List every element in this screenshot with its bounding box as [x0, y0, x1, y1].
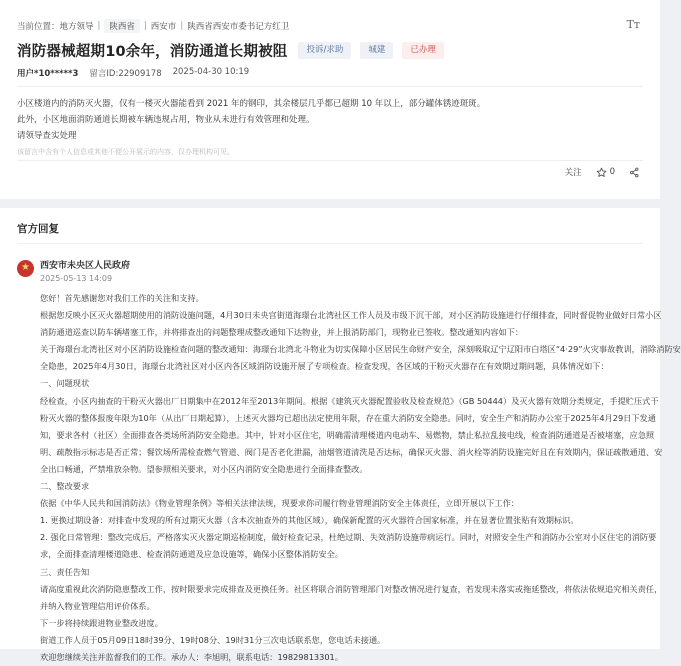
font-size-icon[interactable]: Tт — [626, 18, 640, 31]
share-icon — [629, 167, 640, 178]
reply-line: 欢迎您继续关注并监督我们的工作。承办人：李旭明，联系电话：19829813301。 — [40, 651, 343, 662]
reply-line: 街道工作人员于05月09日18时39分、19时08分、19时31分三次电话联系您，您电话未接通。 — [40, 634, 386, 645]
message-id: 留言ID:22909178 — [89, 69, 162, 79]
tag-category: 投诉/求助 — [298, 42, 351, 59]
message-body-line: 小区楼道内的消防灭火器，仅有一楼灭火器能看到 2021 年的钢印，其余楼层几乎都已超期 10 年以上，部分罐体锈迹斑斑。 — [17, 99, 486, 109]
message-body — [17, 96, 640, 144]
breadcrumb-item-leaders[interactable]: 地方领导 — [59, 22, 94, 32]
message-title: 消防器械超期10余年，消防通道长期被阻 — [17, 44, 288, 60]
message-user: 用户*10*****3 — [17, 69, 79, 79]
reply-line: 二、整改要求 — [40, 481, 90, 492]
message-datetime: 2025-04-30 10:19 — [172, 67, 250, 77]
reply-line: 三、责任告知 — [40, 566, 90, 577]
breadcrumb-separator: | — [180, 21, 184, 31]
government-emblem-icon — [17, 260, 34, 277]
reply-line: 根据您反映小区灭火器超期使用的消防设施问题，4月30日未央宫街道海璟台北湾社区工作人员及市级下沉干部，对小区消防设施进行仔细排查，同时督促物业做好日常小区 — [40, 310, 662, 321]
message-meta — [17, 67, 249, 79]
reply-body — [40, 290, 681, 666]
reply-org-time: 2025-05-13 14:09 — [40, 274, 113, 283]
star-button[interactable] — [596, 167, 615, 178]
breadcrumb-item-province[interactable]: 陕西省 — [104, 19, 140, 33]
reply-org — [17, 258, 130, 283]
reply-line: 请高度重视此次消防隐患整改工作，按时限要求完成排查及更换任务。社区将联合消防管理部门对整改情况进行复查，若发现未落实或拖延整改，将依法依规追究相关责任， — [40, 583, 663, 594]
reply-line: 依据《中华人民共和国消防法》《物业管理条例》等相关法律法规，现要求你司履行物业管理消防安全主体责任，立即开展以下工作： — [40, 498, 519, 509]
reply-line: 一、问题现状 — [40, 378, 90, 389]
reply-line: 2. 强化日常管理：整改完成后，严格落实灭火器定期巡检制度，做好检查记录，杜绝过期、失效消防设施带病运行。同时，对照安全生产和消防办公室对小区住宅的消防要 — [40, 532, 657, 543]
title-row — [17, 40, 444, 61]
breadcrumb-item-leader[interactable]: 陕西省西安市委书记方红卫 — [187, 22, 290, 32]
breadcrumb-label: 当前位置： — [17, 22, 60, 32]
reply-line: 经检查，小区内抽查的干粉灭火器出厂日期集中在2012年至2013年期间。根据《建筑灭火器配置验收及检查规范》（GB 50444）及灭火器有效期分类规定，手提贮压式干 — [40, 395, 659, 406]
official-reply-card — [0, 208, 681, 662]
reply-org-name: 西安市未央区人民政府 — [40, 261, 131, 271]
reply-line: 关于海璟台北湾社区对小区消防设施检查问题的整改通知：海璟台北湾北斗物业为切实保障小区居民生命财产安全，深刻吸取辽宁辽阳市白塔区“4·29”火灾事故教训，消除消防安 — [40, 344, 681, 355]
privacy-notice: 该留言中含有个人信息或其他不便公开展示的内容，仅办理机构可见。 — [17, 148, 234, 156]
tag-field: 城建 — [360, 42, 393, 59]
star-count: 0 — [609, 167, 615, 177]
message-actions — [565, 166, 640, 178]
breadcrumb-item-city[interactable]: 西安市 — [150, 22, 177, 32]
message-body-line: 此外，小区地面消防通道长期被车辆违规占用，物业从未进行有效管理和处理。 — [17, 115, 315, 125]
reply-line: 粉灭火器的整体报废年限为10年（从出厂日期起算），上述灭火器均已超出法定使用年限，存在重大消防安全隐患。同时，安全生产和消防办公室于2025年4月29日下发通 — [40, 412, 656, 423]
divider — [17, 243, 643, 244]
star-icon — [596, 167, 607, 178]
reply-line: 1. 更换过期设备：对排查中发现的所有过期灭火器（含本次抽查外的其他区域），确保新配置的灭火器符合国家标准，并在显著位置张贴有效期标识。 — [40, 515, 579, 526]
reply-line: 并纳入物业管理信用评价体系。 — [40, 600, 155, 611]
follow-button[interactable]: 关注 — [564, 168, 582, 178]
reply-line: 消防通道巡查以防车辆堵塞工作，并将排查出的问题整理成整改通知下达物业，并上报消防部门，现物业已签收。整改通知内容如下： — [40, 327, 524, 338]
status-badge: 已办理 — [402, 42, 444, 59]
reply-line: 全出口畅通，严禁堆放杂物。望参照相关要求，对小区内消防安全隐患进行全面排查整改。 — [40, 463, 368, 474]
share-button[interactable] — [629, 167, 640, 178]
reply-line: 全隐患，2025年4月30日，海璟台北湾社区对小区内各区域消防设施开展了专项检查。检查发现，各区域的干粉灭火器存在有效期过期问题，具体情况如下： — [40, 361, 609, 372]
reply-line: 知，要求各村（社区）全面排查各类场所消防安全隐患。其中，针对小区住宅，明确需清理楼道内电动车、易燃物，禁止私拉乱接电线，检查消防通道是否被堵塞，应急照 — [40, 429, 655, 440]
message-body-line: 请领导查实处理 — [17, 131, 77, 141]
reply-line: 求，全面排查清理楼道隐患、检查消防通道及应急设施等，确保小区整体消防安全。 — [40, 549, 343, 560]
divider — [17, 86, 643, 87]
message-card — [0, 0, 660, 199]
reply-line: 明、疏散指示标志是否正常；餐饮场所需检查燃气管道、阀门是否老化泄漏，油烟管道清洗是否达标，确保灭火器、消火栓等消防设施完好且在有效期内，保证疏散通道、安 — [40, 446, 663, 457]
breadcrumb — [17, 19, 289, 33]
breadcrumb-separator: | — [143, 21, 147, 31]
divider — [17, 160, 643, 161]
reply-section-title: 官方回复 — [17, 223, 59, 235]
breadcrumb-separator: | — [97, 21, 101, 31]
reply-line: 您好！首先感谢您对我们工作的关注和支持。 — [40, 293, 204, 303]
reply-line: 下一步将持续跟进物业整改进度。 — [40, 617, 163, 628]
